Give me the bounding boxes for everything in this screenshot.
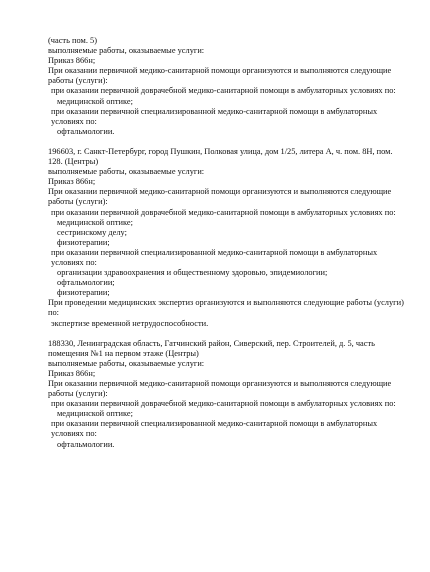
text-line: выполняемые работы, оказываемые услуги: — [48, 358, 205, 368]
text-line: физиотерапии; — [57, 288, 110, 298]
section-gap — [48, 329, 408, 339]
section-3 — [48, 339, 408, 450]
text-line: при оказании первичной доврачебной медико-санитарной помощи в амбулаторных условиях по: — [51, 86, 396, 96]
text-line: медицинской оптике; — [57, 409, 133, 419]
text-line: офтальмологии; — [57, 278, 115, 288]
section-2 — [48, 147, 408, 329]
text-line: При оказании первичной медико-санитарной помощи организуются и выполняются следующие работы (услуги): — [48, 379, 392, 399]
section-gap — [48, 137, 408, 147]
text-line: при оказании первичной специализированной медико-санитарной помощи в амбулаторных условиях по: — [51, 106, 378, 126]
text-line: при оказании первичной специализированной медико-санитарной помощи в амбулаторных условиях по: — [51, 419, 378, 439]
text-line: медицинской оптике; — [57, 96, 133, 106]
text-line: При оказании первичной медико-санитарной помощи организуются и выполняются следующие работы (услуги): — [48, 187, 392, 207]
text-line: сестринскому делу; — [57, 227, 127, 237]
text-line: при оказании первичной специализированной медико-санитарной помощи в амбулаторных условиях по: — [51, 247, 378, 267]
text-line: Приказ 866н; — [48, 56, 96, 66]
text-line: При оказании первичной медико-санитарной помощи организуются и выполняются следующие работы (услуги): — [48, 66, 392, 86]
text-line: 196603, г. Санкт-Петербург, город Пушкин, Полковая улица, дом 1/25, литера А, ч. пом. 8Н, пом. 128. (Центры) — [48, 146, 393, 167]
text-line: выполняемые работы, оказываемые услуги: — [48, 167, 205, 177]
text-line: выполняемые работы, оказываемые услуги: — [48, 46, 205, 56]
document-page — [48, 36, 408, 450]
text-line: Приказ 866н; — [48, 368, 96, 378]
text-line: экспертизе временной нетрудоспособности. — [51, 318, 209, 328]
text-line: При проведении медицинских экспертиз организуются и выполняются следующие работы (услуги) по: — [48, 298, 404, 318]
text-line: при оказании первичной доврачебной медико-санитарной помощи в амбулаторных условиях по: — [51, 207, 396, 217]
text-line: офтальмологии. — [57, 439, 115, 449]
section-1 — [48, 36, 408, 137]
text-line: Приказ 866н; — [48, 177, 96, 187]
text-line: физиотерапии; — [57, 237, 110, 247]
text-line: офтальмологии. — [57, 126, 115, 136]
text-line: при оказании первичной доврачебной медико-санитарной помощи в амбулаторных условиях по: — [51, 399, 396, 409]
text-line: организации здравоохранения и общественному здоровью, эпидемиологии; — [57, 268, 328, 278]
text-line: медицинской оптике; — [57, 217, 133, 227]
text-line: 188330, Ленинградская область, Гатчинский район, Сиверский, пер. Строителей, д. 5, часть помещения №1 на первом этаже (Центры) — [48, 338, 375, 358]
text-line: (часть пом. 5) — [48, 36, 97, 45]
